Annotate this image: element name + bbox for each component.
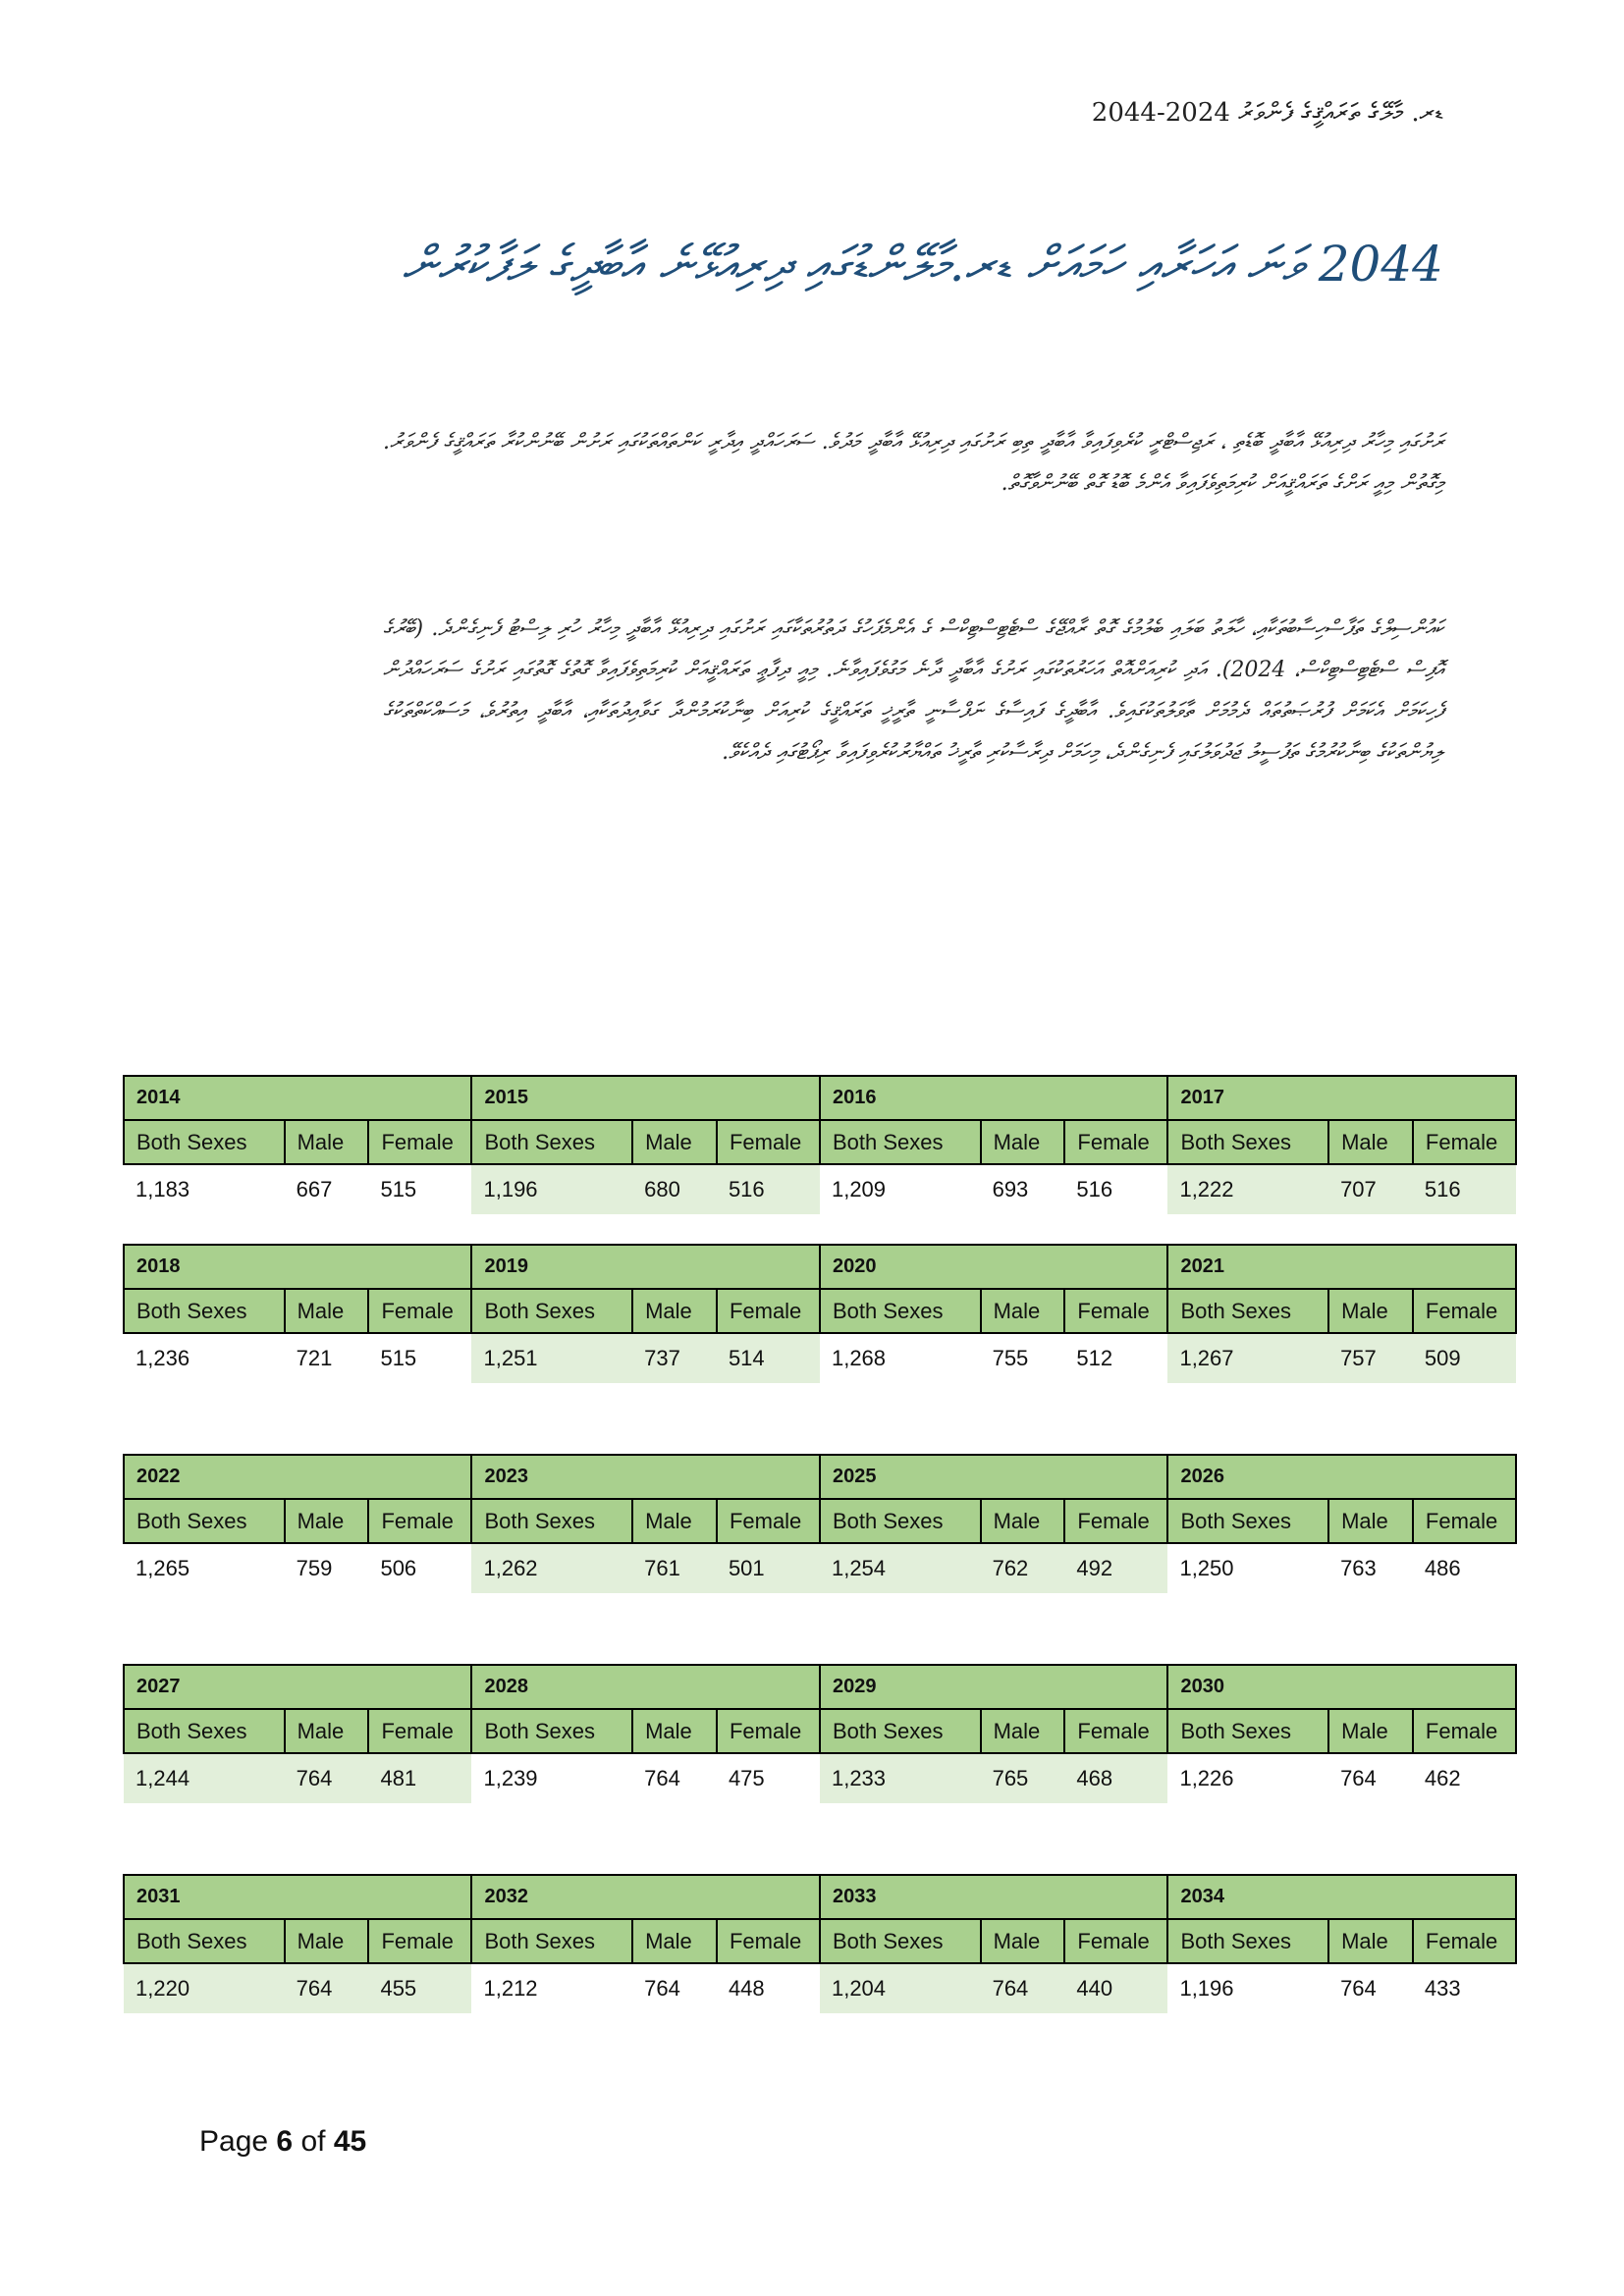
year-header: 2025 xyxy=(820,1455,1167,1499)
male-value: 763 xyxy=(1340,1556,1377,1580)
year-header: 2032 xyxy=(471,1875,819,1919)
female-value: 448 xyxy=(728,1976,765,2001)
male-value: 764 xyxy=(1340,1976,1377,2001)
female-value: 516 xyxy=(1413,1164,1516,1214)
population-table xyxy=(123,1244,1517,1383)
male-header: Male xyxy=(1328,1709,1413,1753)
year-header: 2015 xyxy=(471,1076,819,1120)
female-header: Female xyxy=(368,1709,471,1753)
both-sexes-value: 1,267 xyxy=(1167,1333,1328,1383)
female-value: 455 xyxy=(368,1963,471,2013)
male-header: Male xyxy=(285,1709,369,1753)
male-header: Male xyxy=(285,1499,369,1543)
both-sexes-value: 1,262 xyxy=(471,1543,632,1593)
female-header: Female xyxy=(1064,1499,1167,1543)
paragraph-2: ކައުންސިލްގެ ތަފާސްހިސާބުތަކާއި، ހާލަތު ބަލައި ބެލުމުގެ ގޮތް ރާއްޖޭގެ ސްޓެޓިސްޓިކްސް ގެ އެންމެފަހުގެ ދަތުރުތަކާގައި ރަށުގައި ދިރިއުޅޭ އާބާދީ މިހާރު ހުރި ލިސްޓު ފެނިގެންދެ. (ބޭރުގެ އޮފިސް ސްޓެޓިސްޓިކްސް، 2024). އަދި ކުރިއަށްއޮތް އަހަރުތަކުގައި ރަށުގެ އާބާދީ ދާނެ މަގުވެފައިވާނެ. މިއީ ދިފާޢީ ތަރައްޤީއަށް ކުރިމަތިވެފައިވާ ގޮތުގެ ގޮތުގައި ރަށުގެ ސަރަހައްދުން ފެހިކަމަށް އެކަމަށް ފުރުޞަތުތައް ދެމުމަށް ތާވަލުތަކުގައިވެ. އާބާދީގެ ފައިސާގެ ނަފްސާނީ ތާރީޚީ ތަރައްޤީގެ ކުރިއަށް ބިނާކުރަމުންދާ ގަވާއިދުތަކާއި، އާބާދީ އިތުރުވެ، މަސައްކަތްތަކުގެ ލިޔުންތަކުގެ ބިނާކުރުމުގެ ތަފުސީލު ޖަދުވަލުގައި ފެނިގެންދެ، މިހަމަށް ދިރާސާކުރި ތާރީޚު ތައްޔާރުކުރެވިފައިވާ ރިޕޯޓުގައި ދެއްކެވޭ. xyxy=(383,616,1443,765)
year-header: 2017 xyxy=(1167,1076,1516,1120)
page-label: Page xyxy=(199,2125,269,2158)
female-header: Female xyxy=(717,1289,820,1333)
female-header: Female xyxy=(717,1120,820,1164)
female-header: Female xyxy=(717,1499,820,1543)
male-header: Male xyxy=(1328,1289,1413,1333)
year-header: 2033 xyxy=(820,1875,1167,1919)
female-header: Female xyxy=(1413,1919,1516,1963)
female-header: Female xyxy=(717,1919,820,1963)
male-value: 667 xyxy=(296,1177,333,1201)
male-header: Male xyxy=(285,1919,369,1963)
male-header: Male xyxy=(285,1120,369,1164)
both-sexes-header: Both Sexes xyxy=(1167,1289,1328,1333)
year-header: 2021 xyxy=(1167,1245,1516,1289)
year-header: 2029 xyxy=(820,1665,1167,1709)
male-header: Male xyxy=(1328,1499,1413,1543)
male-header: Male xyxy=(632,1120,717,1164)
both-sexes-value: 1,183 xyxy=(135,1177,190,1201)
both-sexes-value: 1,212 xyxy=(483,1976,538,2001)
male-value: 759 xyxy=(296,1556,333,1580)
female-header: Female xyxy=(368,1120,471,1164)
female-value: 486 xyxy=(1424,1556,1461,1580)
both-sexes-value: 1,196 xyxy=(1179,1976,1234,2001)
both-sexes-header: Both Sexes xyxy=(124,1499,285,1543)
year-header: 2027 xyxy=(124,1665,471,1709)
year-header: 2018 xyxy=(124,1245,471,1289)
both-sexes-header: Both Sexes xyxy=(1167,1709,1328,1753)
female-value: 468 xyxy=(1064,1753,1167,1803)
both-sexes-value: 1,236 xyxy=(135,1346,190,1370)
both-sexes-header: Both Sexes xyxy=(1167,1919,1328,1963)
total-pages: 45 xyxy=(333,2125,367,2158)
male-header: Male xyxy=(632,1919,717,1963)
page-header: ޑރ. މާލޭގެ ތަރައްޤީގެ ފެންވަރު 2024-2044 xyxy=(1091,98,1443,128)
male-value: 764 xyxy=(644,1766,680,1790)
both-sexes-header: Both Sexes xyxy=(471,1499,632,1543)
year-header: 2019 xyxy=(471,1245,819,1289)
page-footer xyxy=(199,2125,366,2159)
year-header: 2030 xyxy=(1167,1665,1516,1709)
both-sexes-header: Both Sexes xyxy=(820,1120,981,1164)
female-value: 506 xyxy=(380,1556,417,1580)
female-value: 475 xyxy=(728,1766,765,1790)
male-header: Male xyxy=(981,1120,1065,1164)
male-value: 765 xyxy=(981,1753,1065,1803)
female-value: 514 xyxy=(717,1333,820,1383)
both-sexes-header: Both Sexes xyxy=(471,1919,632,1963)
both-sexes-header: Both Sexes xyxy=(124,1709,285,1753)
female-header: Female xyxy=(1413,1289,1516,1333)
female-header: Female xyxy=(368,1919,471,1963)
male-value: 755 xyxy=(992,1346,1029,1370)
both-sexes-value: 1,220 xyxy=(124,1963,285,2013)
both-sexes-header: Both Sexes xyxy=(124,1120,285,1164)
page-number: 6 xyxy=(276,2125,294,2158)
male-header: Male xyxy=(981,1289,1065,1333)
male-value: 707 xyxy=(1328,1164,1413,1214)
female-value: 515 xyxy=(380,1177,417,1201)
both-sexes-header: Both Sexes xyxy=(820,1919,981,1963)
both-sexes-value: 1,209 xyxy=(831,1177,887,1201)
female-header: Female xyxy=(717,1709,820,1753)
both-sexes-header: Both Sexes xyxy=(820,1709,981,1753)
female-header: Female xyxy=(368,1289,471,1333)
male-header: Male xyxy=(632,1289,717,1333)
female-header: Female xyxy=(1064,1289,1167,1333)
section-title: 2044 ވަނަ އަހަރާއި ހަމައަށް ޑރ.މާލޭންޑުގައި ދިރިއުޅޭނެ އާބާދީގެ ލަފާކުރުން xyxy=(402,236,1443,293)
year-header: 2026 xyxy=(1167,1455,1516,1499)
population-table xyxy=(123,1874,1517,2013)
female-header: Female xyxy=(1064,1709,1167,1753)
male-value: 764 xyxy=(285,1753,369,1803)
both-sexes-header: Both Sexes xyxy=(1167,1120,1328,1164)
both-sexes-value: 1,244 xyxy=(124,1753,285,1803)
year-header: 2034 xyxy=(1167,1875,1516,1919)
both-sexes-value: 1,250 xyxy=(1179,1556,1234,1580)
male-value: 764 xyxy=(644,1976,680,2001)
both-sexes-value: 1,196 xyxy=(471,1164,632,1214)
both-sexes-header: Both Sexes xyxy=(820,1499,981,1543)
paragraph-1: ރަށުގައި މިހާރު ދިރިއުޅޭ އާބާދީ ބޮޑެތި ، ރަޖިސްޓްރީ ކުރެވިފައިވާ އާބާދީ ތިބި ރަށުގައި ދިރިއުޅޭ އާބާދީ މަދުވެ. ސަރަހައްދީ އިދާރީ ކަންތައްތަކުގައި ރަށުން ބޭނުންކުރާ ތަރައްޤީގެ ފެންވަރު. މިގޮތުން މިއީ ރަށްގެ ތަރައްޤީއަށް ކުރިމަތިވެފައިވާ އެންމެ ބޮޑު ގޮތް ބޭނުންވާގޮތް. xyxy=(383,430,1443,496)
both-sexes-value: 1,265 xyxy=(135,1556,190,1580)
population-table xyxy=(123,1664,1517,1803)
both-sexes-value: 1,251 xyxy=(471,1333,632,1383)
both-sexes-value: 1,268 xyxy=(831,1346,887,1370)
male-value: 764 xyxy=(981,1963,1065,2013)
male-value: 762 xyxy=(981,1543,1065,1593)
female-value: 481 xyxy=(368,1753,471,1803)
both-sexes-header: Both Sexes xyxy=(471,1709,632,1753)
female-header: Female xyxy=(1064,1919,1167,1963)
male-value: 757 xyxy=(1328,1333,1413,1383)
population-table xyxy=(123,1075,1517,1214)
male-header: Male xyxy=(1328,1919,1413,1963)
both-sexes-value: 1,233 xyxy=(820,1753,981,1803)
year-header: 2031 xyxy=(124,1875,471,1919)
female-value: 492 xyxy=(1064,1543,1167,1593)
both-sexes-header: Both Sexes xyxy=(124,1919,285,1963)
male-value: 764 xyxy=(285,1963,369,2013)
male-value: 721 xyxy=(296,1346,333,1370)
female-value: 509 xyxy=(1413,1333,1516,1383)
year-header: 2014 xyxy=(124,1076,471,1120)
female-value: 515 xyxy=(380,1346,417,1370)
male-header: Male xyxy=(981,1709,1065,1753)
male-header: Male xyxy=(1328,1120,1413,1164)
both-sexes-header: Both Sexes xyxy=(1167,1499,1328,1543)
female-header: Female xyxy=(1413,1499,1516,1543)
male-header: Male xyxy=(981,1499,1065,1543)
female-header: Female xyxy=(368,1499,471,1543)
female-value: 462 xyxy=(1424,1766,1461,1790)
female-value: 433 xyxy=(1424,1976,1461,2001)
female-value: 501 xyxy=(717,1543,820,1593)
male-value: 693 xyxy=(992,1177,1029,1201)
year-header: 2016 xyxy=(820,1076,1167,1120)
male-value: 737 xyxy=(632,1333,717,1383)
female-value: 516 xyxy=(1076,1177,1113,1201)
both-sexes-value: 1,254 xyxy=(820,1543,981,1593)
male-header: Male xyxy=(285,1289,369,1333)
female-value: 440 xyxy=(1064,1963,1167,2013)
male-header: Male xyxy=(981,1919,1065,1963)
male-value: 680 xyxy=(632,1164,717,1214)
year-header: 2023 xyxy=(471,1455,819,1499)
female-value: 512 xyxy=(1076,1346,1113,1370)
population-table xyxy=(123,1454,1517,1593)
year-header: 2022 xyxy=(124,1455,471,1499)
female-value: 516 xyxy=(717,1164,820,1214)
male-value: 764 xyxy=(1340,1766,1377,1790)
both-sexes-header: Both Sexes xyxy=(124,1289,285,1333)
year-header: 2020 xyxy=(820,1245,1167,1289)
both-sexes-value: 1,226 xyxy=(1179,1766,1234,1790)
year-header: 2028 xyxy=(471,1665,819,1709)
of-label: of xyxy=(300,2125,326,2158)
both-sexes-value: 1,222 xyxy=(1167,1164,1328,1214)
both-sexes-header: Both Sexes xyxy=(820,1289,981,1333)
female-header: Female xyxy=(1413,1120,1516,1164)
both-sexes-value: 1,204 xyxy=(820,1963,981,2013)
male-value: 761 xyxy=(632,1543,717,1593)
female-header: Female xyxy=(1413,1709,1516,1753)
female-header: Female xyxy=(1064,1120,1167,1164)
male-header: Male xyxy=(632,1709,717,1753)
both-sexes-value: 1,239 xyxy=(483,1766,538,1790)
male-header: Male xyxy=(632,1499,717,1543)
both-sexes-header: Both Sexes xyxy=(471,1289,632,1333)
both-sexes-header: Both Sexes xyxy=(471,1120,632,1164)
